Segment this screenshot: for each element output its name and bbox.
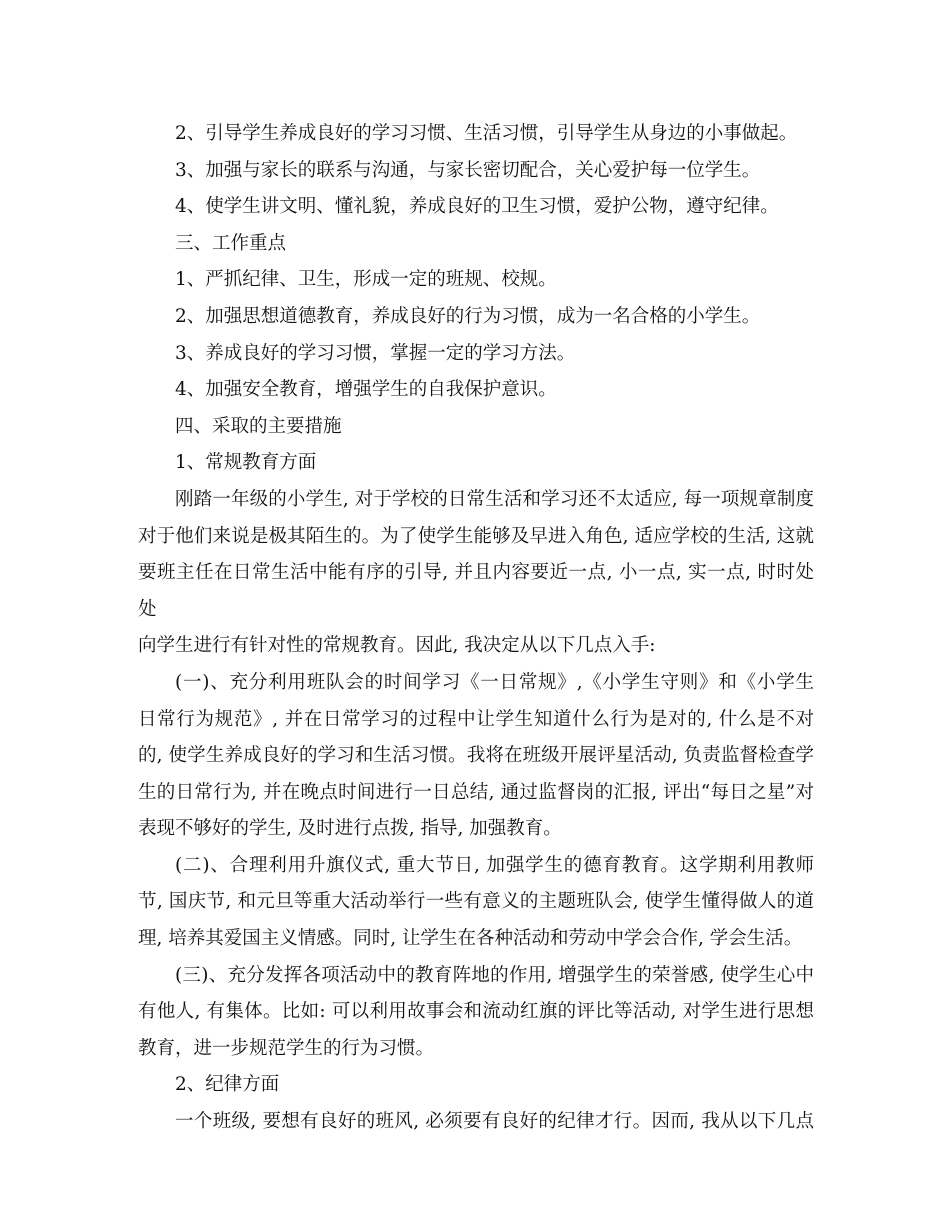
paragraph-line: (一)、充分利用班队会的时间学习《一日常规》,《小学生守则》和《小学生 xyxy=(175,671,814,693)
paragraph-line: (二)、合理利用升旗仪式, 重大节日, 加强学生的德育教育。这学期利用教师 xyxy=(175,854,814,876)
paragraph-line: 向学生进行有针对性的常规教育。因此, 我决定从以下几点入手: xyxy=(138,635,656,657)
text-line: 3、养成良好的学习习惯，掌握一定的学习方法。 xyxy=(175,342,576,364)
paragraph-line: 日常行为规范》, 并在日常学习的过程中让学生知道什么行为是对的, 什么是不对 xyxy=(138,708,814,730)
paragraph-line: 教育，进一步规范学生的行为习惯。 xyxy=(138,1037,435,1059)
text-line: 2、加强思想道德教育，养成良好的行为习惯，成为一名合格的小学生。 xyxy=(175,305,761,327)
paragraph-line: 一个班级, 要想有良好的班风, 必须要有良好的纪律才行。因而, 我从以下几点 xyxy=(175,1111,814,1133)
section-heading: 四、采取的主要措施 xyxy=(175,415,342,437)
text-line: 2、引导学生养成良好的学习习惯、生活习惯，引导学生从身边的小事做起。 xyxy=(175,123,798,144)
text-line: 4、使学生讲文明、懂礼貌，养成良好的卫生习惯，爱护公物，遵守纪律。 xyxy=(175,196,779,218)
section-heading: 三、工作重点 xyxy=(175,232,287,254)
text-line: 4、加强安全教育，增强学生的自我保护意识。 xyxy=(175,379,557,401)
paragraph-line: 理, 培养其爱国主义情感。同时, 让学生在各种活动和劳动中学会合作, 学会生活。 xyxy=(138,928,803,950)
paragraph-line: 生的日常行为, 并在晚点时间进行一日总结, 通过监督岗的汇报, 评出“每日之星”对 xyxy=(138,781,814,803)
paragraph-line: 节, 国庆节, 和元旦等重大活动举行一些有意义的主题班队会, 使学生懂得做人的道 xyxy=(138,891,814,913)
paragraph-line: 刚踏一年级的小学生, 对于学校的日常生活和学习还不太适应, 每一项规章制度 xyxy=(175,488,814,510)
text-line: 1、严抓纪律、卫生，形成一定的班规、校规。 xyxy=(175,269,557,291)
paragraph-line: 对于他们来说是极其陌生的。为了使学生能够及早进入角色, 适应学校的生活, 这就 xyxy=(138,525,814,547)
paragraph-line: 要班主任在日常生活中能有序的引导, 并且内容要近一点, 小一点, 实一点, 时时处处 xyxy=(138,562,814,620)
subsection-heading: 2、纪律方面 xyxy=(175,1074,280,1096)
paragraph-line: 有他人, 有集体。比如: 可以利用故事会和流动红旗的评比等活动, 对学生进行思想 xyxy=(138,1001,814,1023)
paragraph-line: 表现不够好的学生, 及时进行点拨, 指导, 加强教育。 xyxy=(138,818,562,840)
subsection-heading: 1、常规教育方面 xyxy=(175,452,317,474)
paragraph-line: 的, 使学生养成良好的学习和生活习惯。我将在班级开展评星活动, 负责监督检查学 xyxy=(138,745,814,767)
document-body xyxy=(138,116,814,1141)
paragraph-line: (三)、充分发挥各项活动中的教育阵地的作用, 增强学生的荣誉感, 使学生心中 xyxy=(175,964,814,986)
text-line: 3、加强与家长的联系与沟通，与家长密切配合，关心爱护每一位学生。 xyxy=(175,159,761,181)
